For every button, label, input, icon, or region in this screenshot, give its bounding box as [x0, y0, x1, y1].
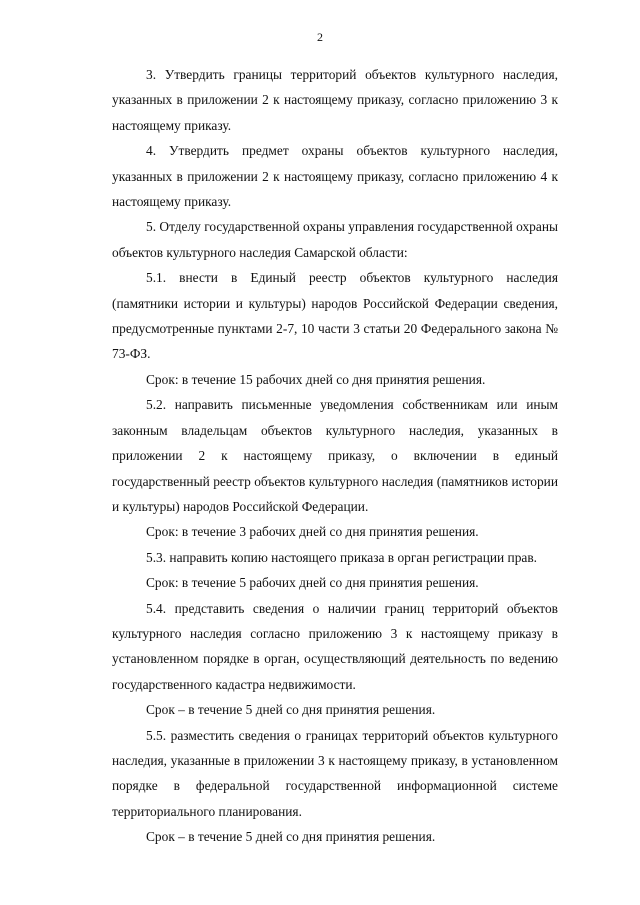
- paragraph-5-2: 5.2. направить письменные уведомления собственникам или иным законным владельцам объектов культурного наследия, указанных в приложении 2 к настоящему приказу, о включении в единый государственный реестр объектов культурного наследия (памятников истории и культуры) народов Российской Федерации.: [112, 397, 558, 514]
- document-body: [112, 62, 558, 850]
- deadline-5-3: Срок: в течение 5 рабочих дней со дня принятия решения.: [146, 575, 479, 591]
- deadline-5-4: Срок – в течение 5 дней со дня принятия решения.: [146, 702, 436, 718]
- paragraph-5-1: 5.1. внести в Единый реестр объектов культурного наследия (памятники истории и культуры) народов Российской Федерации сведения, предусмотренные пунктами 2-7, 10 части 3 статьи 20 Федерального закона № 73-ФЗ.: [112, 270, 558, 362]
- deadline-5-1: Срок: в течение 15 рабочих дней со дня принятия решения.: [146, 371, 486, 387]
- paragraph-5-5: 5.5. разместить сведения о границах территорий объектов культурного наследия, указанные в приложении 3 к настоящему приказу, в установленном порядке в федеральной государственной информационной системе территориального планирования.: [112, 727, 558, 819]
- paragraph-5-4: 5.4. представить сведения о наличии границ территорий объектов культурного наследия согласно приложению 3 к настоящему приказу в установленном порядке в орган, осуществляющий деятельность по ведению государственного кадастра недвижимости.: [112, 600, 558, 692]
- paragraph-4: 4. Утвердить предмет охраны объектов культурного наследия, указанных в приложении 2 к настоящему приказу, согласно приложению 4 к настоящему приказу.: [112, 143, 558, 210]
- paragraph-5-3: 5.3. направить копию настоящего приказа в орган регистрации прав.: [146, 549, 538, 565]
- paragraph-3: 3. Утвердить границы территорий объектов культурного наследия, указанных в приложении 2 к настоящему приказу, согласно приложению 3 к настоящему приказу.: [112, 67, 558, 133]
- page-number: 2: [317, 30, 323, 44]
- deadline-5-2: Срок: в течение 3 рабочих дней со дня принятия решения.: [146, 524, 479, 540]
- paragraph-5: 5. Отделу государственной охраны управления государственной охраны объектов культурного наследия Самарской области:: [112, 219, 558, 260]
- deadline-5-5: Срок – в течение 5 дней со дня принятия решения.: [146, 829, 436, 845]
